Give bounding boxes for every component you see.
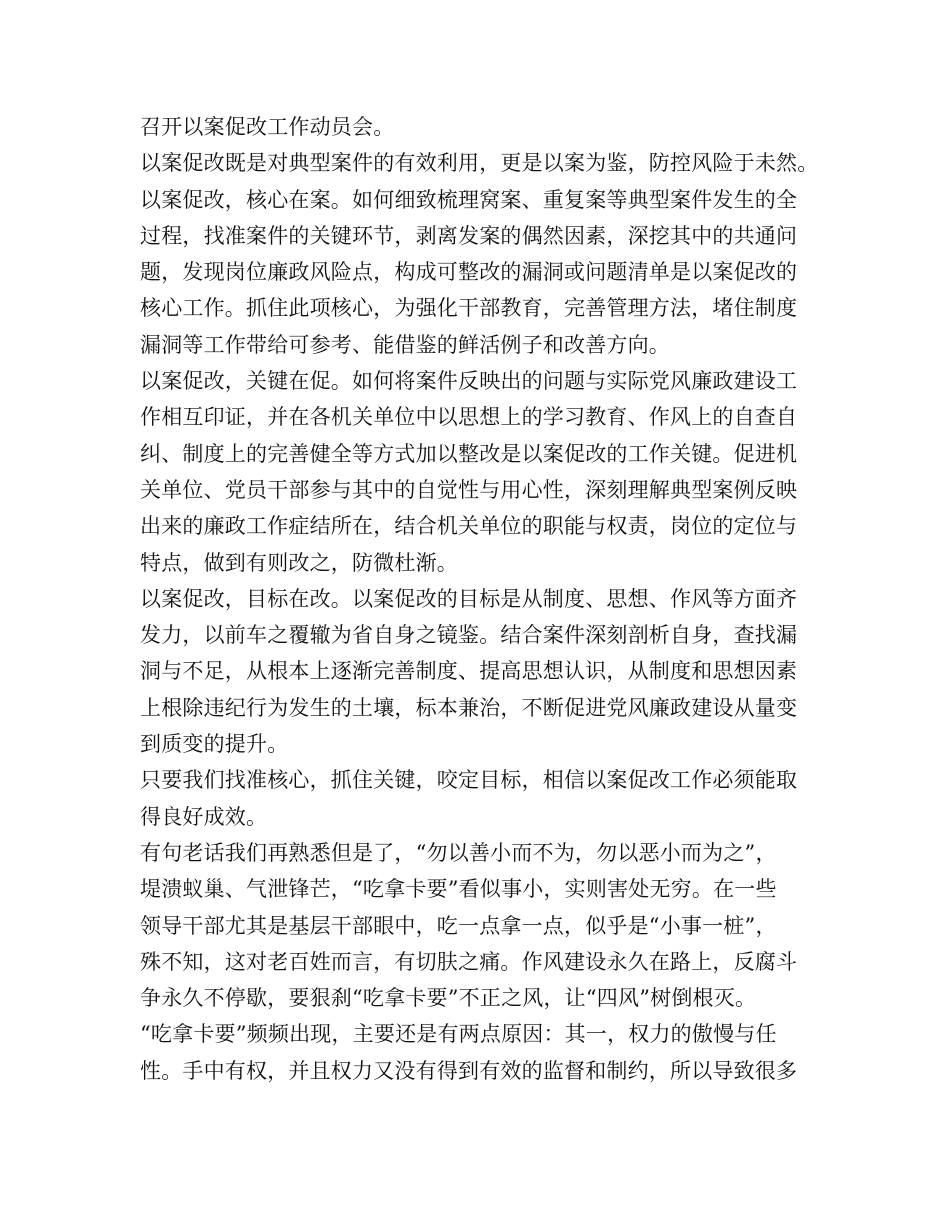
text-line: 以案促改，目标在改。以案促改的目标是从制度、思想、作风等方面齐 — [140, 586, 798, 611]
text-line: 殊不知，这对老百姓而言，有切肤之痛。作风建设永久在路上，反腐斗 — [140, 949, 798, 974]
text-line: 发力，以前车之覆辙为省自身之镜鉴。结合案件深刻剖析自身，查找漏 — [140, 623, 798, 648]
text-line: 洞与不足，从根本上逐渐完善制度、提高思想认识，从制度和思想因素 — [140, 659, 798, 684]
text-line: 得良好成效。 — [140, 804, 268, 829]
text-line: 漏洞等工作带给可参考、能借鉴的鲜活例子和改善方向。 — [140, 332, 670, 357]
text-line: 性。手中有权，并且权力又没有得到有效的监督和制约，所以导致很多 — [140, 1058, 798, 1083]
text-line: 只要我们找准核心，抓住关键，咬定目标，相信以案促改工作必须能取 — [140, 768, 798, 793]
text-line: 争永久不停歇，要狠刹“吃拿卡要”不正之风，让“四风”树倒根灭。 — [140, 986, 757, 1011]
text-line: 堤溃蚁巢、气泄锋芒，“吃拿卡要”看似事小，实则害处无穷。在一些 — [140, 877, 777, 902]
text-line: 特点，做到有则改之，防微杜渐。 — [140, 550, 458, 575]
text-line: 核心工作。抓住此项核心，为强化干部教育，完善管理方法，堵住制度 — [140, 296, 798, 321]
text-line: 领导干部尤其是基层干部眼中，吃一点拿一点，似乎是“小事一桩”， — [140, 913, 777, 938]
text-line: 作相互印证，并在各机关单位中以思想上的学习教育、作风上的自查自 — [140, 405, 798, 430]
text-line: 关单位、党员干部参与其中的自觉性与用心性，深刻理解典型案例反映 — [140, 477, 798, 502]
text-line: 召开以案促改工作动员会。 — [140, 115, 395, 139]
text-line: 以案促改既是对典型案件的有效利用，更是以案为鉴，防控风险于未然。 — [140, 151, 819, 176]
document-body — [140, 109, 840, 1089]
text-line: 到质变的提升。 — [140, 732, 289, 757]
text-line: 以案促改，关键在促。如何将案件反映出的问题与实际党风廉政建设工 — [140, 369, 798, 394]
text-line: 纠、制度上的完善健全等方式加以整改是以案促改的工作关键。促进机 — [140, 441, 798, 466]
text-line: 过程，找准案件的关键环节，剥离发案的偶然因素，深挖其中的共通问 — [140, 223, 798, 248]
text-line: 有句老话我们再熟悉但是了，“勿以善小而不为，勿以恶小而为之”， — [140, 840, 777, 865]
text-line: 题，发现岗位廉政风险点，构成可整改的漏洞或问题清单是以案促改的 — [140, 260, 798, 285]
text-line: 以案促改，核心在案。如何细致梳理窝案、重复案等典型案件发生的全 — [140, 187, 798, 212]
text-line: 出来的廉政工作症结所在，结合机关单位的职能与权责，岗位的定位与 — [140, 514, 798, 539]
text-line: “吃拿卡要”频频出现，主要还是有两点原因：其一，权力的傲慢与任 — [140, 1022, 777, 1047]
text-line: 上根除违纪行为发生的土壤，标本兼治，不断促进党风廉政建设从量变 — [140, 695, 798, 720]
